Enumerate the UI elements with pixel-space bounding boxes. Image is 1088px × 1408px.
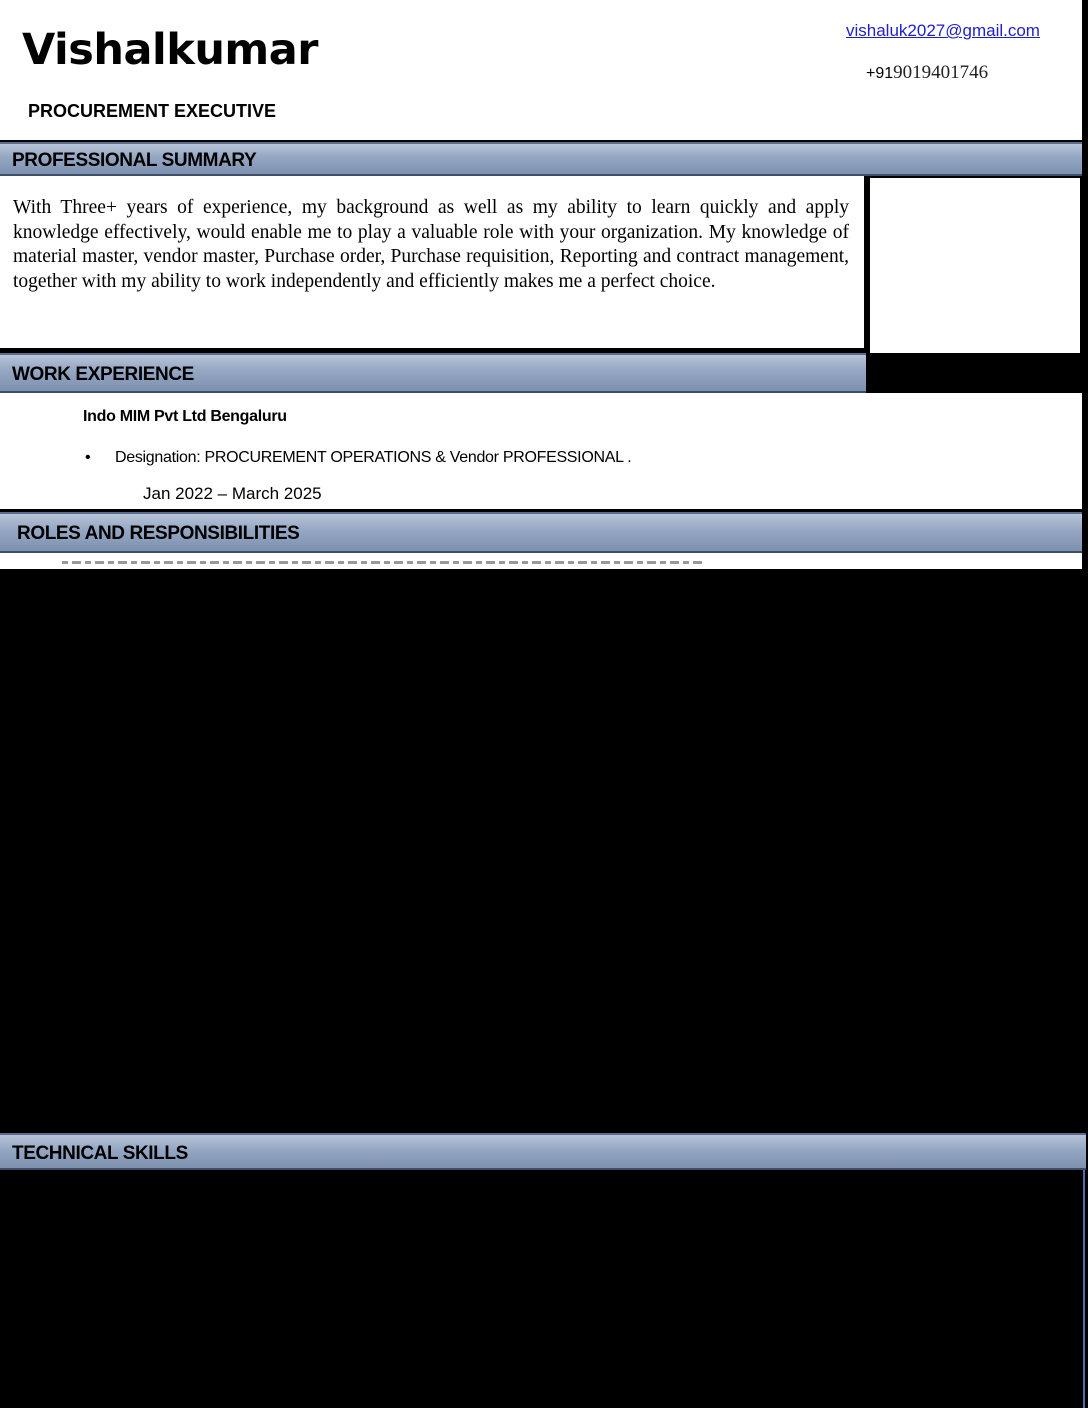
work-experience-block: [0, 393, 1082, 509]
designation-text: Designation: PROCUREMENT OPERATIONS & Vendor PROFESSIONAL .: [115, 449, 632, 466]
email-link[interactable]: vishaluk2027@gmail.com: [846, 21, 1040, 40]
section-header-technical-skills: [0, 1133, 1086, 1170]
company-name: Indo MIM Pvt Ltd Bengaluru: [83, 408, 287, 425]
phone-digits: 9019401746: [893, 62, 989, 83]
phone-prefix: +91: [866, 65, 894, 82]
roles-content-cutoff: [0, 553, 1082, 569]
designation-line: [85, 447, 631, 469]
summary-side-panel: [868, 178, 1080, 353]
section-title: TECHNICAL SKILLS: [12, 1143, 188, 1164]
job-title: PROCUREMENT EXECUTIVE: [28, 101, 277, 121]
section-header-professional-summary: [0, 142, 1082, 176]
section-header-roles-responsibilities: [0, 512, 1082, 553]
phone-number: [866, 61, 988, 86]
candidate-name: Vishalkumar: [22, 25, 318, 75]
summary-box: [0, 176, 866, 350]
skills-border-line: [1083, 1170, 1085, 1408]
employment-dates: Jan 2022 – March 2025: [143, 484, 322, 503]
section-title: WORK EXPERIENCE: [12, 364, 194, 385]
summary-text: With Three+ years of experience, my background as well as my ability to learn quickly and apply knowledge effectively, would enable me to play a valuable role with your organization. My knowledge of material master, vendor master, Purchase order, Purchase requisition, Reporting and contract management, together with my ability to work independently and efficiently makes me a perfect choice.: [13, 197, 849, 292]
bullet-icon: •: [85, 449, 91, 466]
resume-header: [0, 0, 1082, 140]
section-header-work-experience: [0, 353, 866, 393]
section-title: ROLES AND RESPONSIBILITIES: [17, 523, 300, 544]
clipped-text-line: [62, 561, 702, 564]
section-title: PROFESSIONAL SUMMARY: [12, 150, 257, 171]
